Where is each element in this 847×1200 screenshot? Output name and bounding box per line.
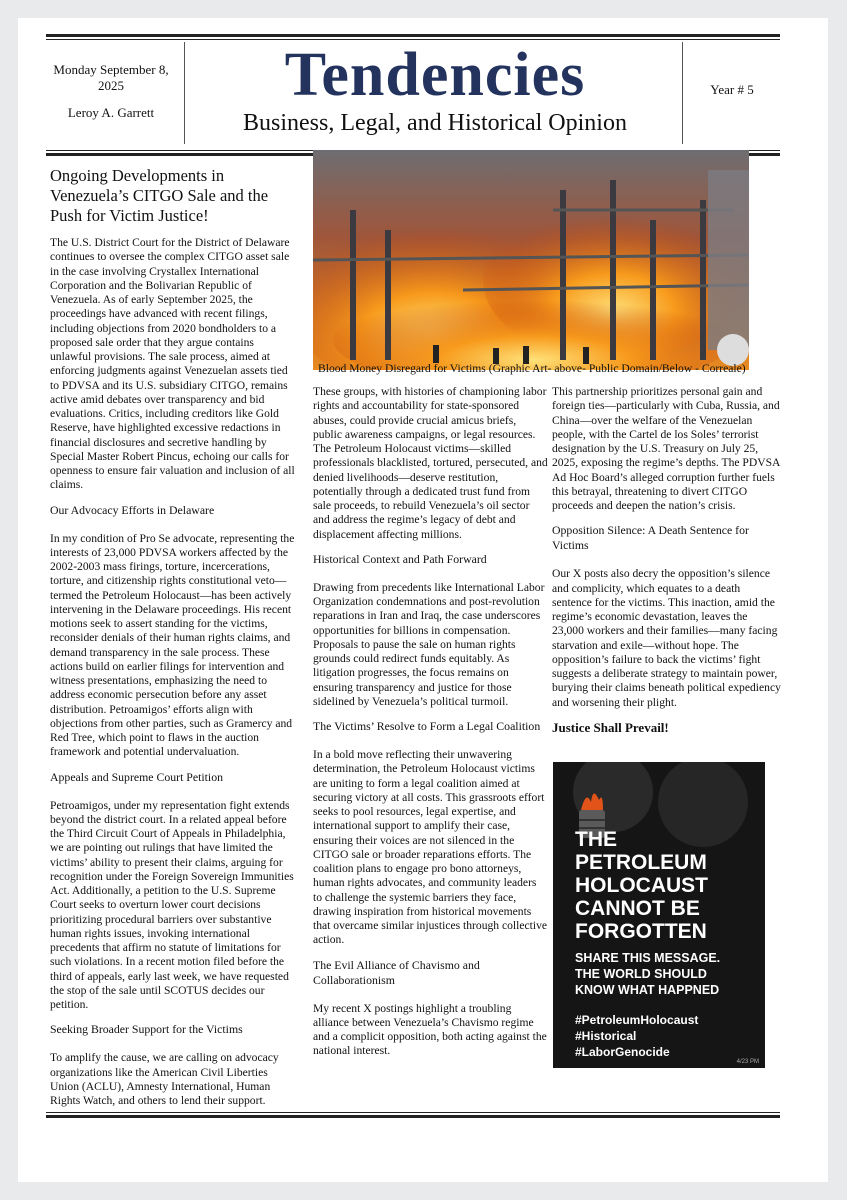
article-headline: Ongoing Developments in Venezuela’s CITGO Sale and the Push for Victim Justice!	[50, 166, 269, 225]
col1-paragraph: Petroamigos, under my representation fight extends beyond the district court. In a related appeal before the Third Circuit Court of Appeals in Philadelphia, we are pointing out rulings that have limited the victims’ ability to present their claims, arguing for recognition under the Foreign Sovereign Immunities Act. Additionally, a petition to the U.S. Supreme Court seeks to overturn lower court decisions prioritizing procedural barriers over substantive human rights issues, invoking international precedents that affirm no statute of limitations for such violations. In a recent motion filed before the third of appeals, early last week, we have requested the stop of the sale until SCOTUS decides our petition.	[50, 798, 294, 1011]
poster-sub-line: KNOW WHAT HAPPNED	[575, 983, 720, 997]
column-1	[50, 150, 296, 1118]
section-heading: Appeals and Supreme Court Petition	[50, 769, 223, 784]
section-heading: The Victims’ Resolve to Form a Legal Coalition	[313, 719, 541, 733]
col2-paragraph: Drawing from precedents like International Labor Organization condemnations and post-revolution reparations in Iran and Iraq, the case underscores opportunities for billions in compensation. Proposals to pause the sale on human rights grounds could redirect funds equitably. As litigation progresses, the focus remains on ensuring transparency and justice for those sidelined by Venezuela’s political turmoil.	[313, 580, 545, 708]
col3-paragraph: This partnership prioritizes personal gain and foreign ties—particularly with Cuba, Russia, and China—over the welfare of the Venezuelan people, with the Cartel de los Soles’ terrorist designation by the U.S. Treasury on July 25, 2025, exposing the regime’s depths. The PDVSA Ad Hoc Board’s alleged corruption further fuels this betrayal, threatening to divert CITGO proceeds and deepen the nation’s crisis.	[552, 385, 780, 512]
poster-title-line: FORGOTTEN	[575, 920, 707, 943]
header-left-box	[46, 42, 185, 144]
poster-sub-line: THE WORLD SHOULD	[575, 967, 707, 981]
section-heading: The Evil Alliance of Chavismo and Collaborationism	[313, 957, 480, 987]
col2-paragraph: In a bold move reflecting their unwavering determination, the Petroleum Holocaust victims are uniting to form a legal coalition aimed at securing victory at all costs. This grassroots effort seeks to pool resources, legal expertise, and international support to amplify their case, ensuring their voices are not silenced in the CITGO sale or broader reparations efforts. The coalition plans to engage pro bono attorneys, human rights advocates, and community leaders to challenge the systemic barriers they face, drawing inspiration from historical movements that overcame similar injustices through collective action.	[313, 748, 548, 947]
image-caption: Blood Money Disregard for Victims (Graphic Art- above- Public Domain/Below - Correale)	[318, 362, 746, 375]
section-heading: Our Advocacy Efforts in Delaware	[50, 502, 215, 517]
issue-date: Monday September 8, 2025	[53, 62, 169, 93]
poster-title	[575, 828, 755, 943]
refinery-fire-image	[313, 150, 749, 370]
year-label: Year # 5	[710, 82, 754, 97]
section-heading: Opposition Silence: A Death Sentence for Victims	[552, 523, 749, 553]
poster-title-line: THE	[575, 828, 617, 851]
author-name: Leroy A. Garrett	[67, 105, 155, 120]
masthead-title: Tendencies	[284, 41, 586, 109]
section-heading: Historical Context and Path Forward	[313, 551, 487, 566]
bottom-rule-thin	[46, 1112, 780, 1113]
hashtag: #PetroleumHolocaust	[575, 1013, 699, 1027]
poster-title-line: PETROLEUM	[575, 851, 707, 874]
col1-paragraph: The U.S. District Court for the District of Delaware continues to oversee the complex CITGO asset sale in the case involving Crystallex International Corporation and the Bolivarian Republic of Venezuela. As of early September 2025, the proceedings have advanced with recent filings, including objections from 2020 bondholders to a proposed sale order that they argue contains unlawful provisions. The sale process, aimed at enforcing judgments against Venezuelan assets tied to PDVSA and its U.S. subsidiary CITGO, remains active amid debates over transparency and bid evaluations. Critics, including creditors like Gold Reserve, have highlighted excessive redactions in financial disclosures and secretive handling by Special Master Robert Pincus, echoing our calls for openness to ensure fair valuation and inclusion of all claims.	[50, 236, 295, 492]
col2-paragraph: My recent X postings highlight a troubling alliance between Venezuela’s Chavismo regime and a complicit opposition, both acting against the national interest.	[313, 1001, 547, 1058]
top-rule-thick	[46, 34, 780, 37]
column-2	[313, 385, 548, 1069]
poster-hashtags	[575, 1012, 760, 1060]
poster-title-line: CANNOT BE	[575, 897, 700, 920]
col1-paragraph: To amplify the cause, we are calling on advocacy organizations like the American Civil Liberties Union (ACLU), Amnesty International, Human Rights Watch, and others to lend their support.	[50, 1051, 279, 1107]
header-right-box	[682, 42, 781, 144]
refinery-fire-graphic	[313, 150, 749, 370]
col3-paragraph: Our X posts also decry the opposition’s silence and complicity, which equates to a death sentence for the victims. This inaction, amid the regime’s economic devastation, leaves the 23,000 workers and their families—many facing starvation and exile—without hope. The opposition’s failure to back the victims’ fight suggests a deliberate strategy to maintain power, burying their claims beneath political expediency and worsening their plight.	[552, 567, 781, 709]
col2-paragraph: These groups, with histories of championing labor rights and accountability for state-sponsored abuses, could provide crucial amicus briefs, public awareness campaigns, or legal resources. The Petroleum Holocaust victims—skilled professionals blacklisted, tortured, persecuted, and denied livelihoods—deserve restitution, potentially through a dedicated trust fund from sale proceeds, to rebuild Venezuela’s oil sector and address the regime’s legacy of debt and displacement affecting millions.	[313, 385, 548, 541]
hashtag: #Historical	[575, 1029, 637, 1043]
closing-slogan: Justice Shall Prevail!	[552, 719, 669, 735]
column-3	[552, 385, 782, 746]
hashtag: #LaborGenocide	[575, 1045, 670, 1059]
poster-timestamp: 4/23 PM	[736, 1059, 759, 1065]
section-heading: Seeking Broader Support for the Victims	[50, 1022, 243, 1037]
poster-subtitle	[575, 950, 755, 998]
poster-title-line: HOLOCAUST	[575, 874, 708, 897]
bottom-rule-thick	[46, 1115, 780, 1118]
masthead-tagline: Business, Legal, and Historical Opinion	[243, 110, 627, 136]
petroleum-holocaust-poster	[553, 762, 765, 1068]
poster-sub-line: SHARE THIS MESSAGE.	[575, 951, 721, 965]
col1-paragraph: In my condition of Pro Se advocate, representing the interests of 23,000 PDVSA workers affected by the 2002-2003 mass firings, torture, incercerations, torture, and citizenship rights constitutional veto—termed the Petroleum Holocaust—has been actively intervening in the Delaware proceedings. His recent motions seek to assert standing for the victims, reconsider denials of their human rights claims, and demand transparency in the sale process. These actions build on earlier filings for intervention and witness presentations, emphasizing the need to address economic persecution before any asset distribution. Petroamigos’ efforts align with objections from other parties, such as Gramercy and Red Tree, which point to flaws in the auction framework and potential undervaluation.	[50, 531, 295, 759]
